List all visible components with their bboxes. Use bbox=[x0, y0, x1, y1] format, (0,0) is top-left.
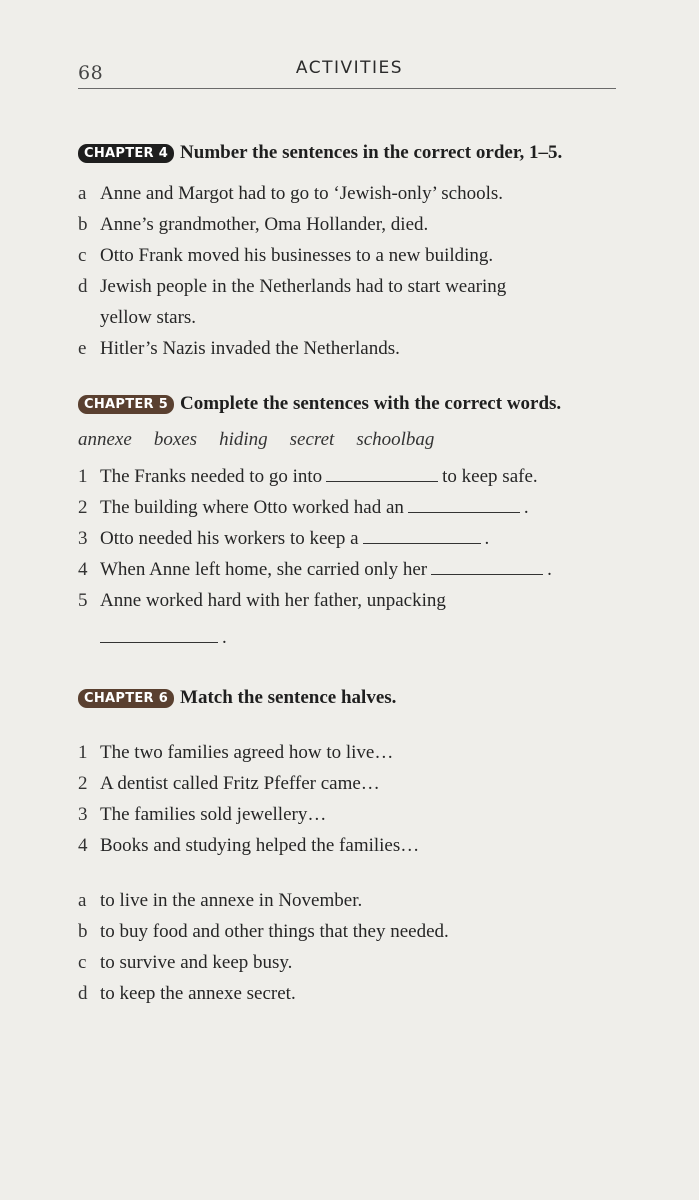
answer-blank[interactable] bbox=[431, 573, 543, 575]
item-label: c bbox=[78, 952, 87, 973]
list-item bbox=[78, 947, 638, 978]
item-label: a bbox=[78, 183, 87, 204]
item-label: 5 bbox=[78, 590, 88, 611]
item-text: Anne’s grandmother, Oma Hollander, died. bbox=[100, 214, 429, 235]
list-item bbox=[78, 799, 638, 830]
word-option: secret bbox=[289, 429, 335, 450]
item-text: to live in the annexe in November. bbox=[100, 890, 363, 911]
header-rule bbox=[78, 88, 616, 89]
item-text-end: to keep safe. bbox=[442, 466, 538, 487]
chapter-4-heading bbox=[78, 142, 638, 164]
answer-blank[interactable] bbox=[326, 480, 438, 482]
chapter-5-items bbox=[78, 461, 638, 653]
item-label: 2 bbox=[78, 497, 88, 518]
list-item bbox=[78, 271, 638, 302]
item-label: e bbox=[78, 338, 87, 359]
chapter-6-badge: CHAPTER 6 bbox=[78, 689, 174, 708]
item-label: d bbox=[78, 983, 88, 1004]
item-text: A dentist called Fritz Pfeffer came… bbox=[100, 773, 380, 794]
item-text: The Franks needed to go into bbox=[100, 466, 323, 487]
item-text: yellow stars. bbox=[100, 307, 197, 328]
item-label: 1 bbox=[78, 742, 88, 763]
item-text-end: . bbox=[484, 528, 490, 549]
list-item bbox=[78, 916, 638, 947]
item-text: to survive and keep busy. bbox=[100, 952, 293, 973]
item-label: b bbox=[78, 921, 88, 942]
item-text: Otto Frank moved his businesses to a new building. bbox=[100, 245, 494, 266]
list-item-continuation bbox=[78, 622, 638, 653]
item-text-end: . bbox=[523, 497, 529, 518]
item-text: Anne worked hard with her father, unpacking bbox=[100, 590, 446, 611]
item-label: 4 bbox=[78, 835, 88, 856]
chapter-6-heading bbox=[78, 687, 638, 709]
list-item bbox=[78, 461, 638, 492]
item-text: The families sold jewellery… bbox=[100, 804, 327, 825]
chapter-5-instruction: Complete the sentences with the correct words. bbox=[180, 393, 562, 414]
chapter-5-section bbox=[78, 393, 638, 653]
item-text-end: . bbox=[222, 627, 227, 648]
item-label bbox=[78, 302, 100, 333]
item-label: 4 bbox=[78, 559, 88, 580]
item-label: 3 bbox=[78, 804, 88, 825]
list-item bbox=[78, 333, 638, 364]
item-text: Hitler’s Nazis invaded the Netherlands. bbox=[100, 338, 400, 359]
list-item bbox=[78, 492, 638, 523]
word-option: boxes bbox=[153, 429, 198, 450]
item-text: to buy food and other things that they needed. bbox=[100, 921, 449, 942]
answer-blank[interactable] bbox=[408, 511, 520, 513]
list-item bbox=[78, 240, 638, 271]
list-item bbox=[78, 178, 638, 209]
item-label: b bbox=[78, 214, 88, 235]
chapter-6-numbered bbox=[78, 737, 638, 861]
list-item bbox=[78, 737, 638, 768]
item-label: 2 bbox=[78, 773, 88, 794]
item-text: to keep the annexe secret. bbox=[100, 983, 296, 1004]
list-item bbox=[78, 523, 638, 554]
list-item bbox=[78, 554, 638, 585]
item-text: Jewish people in the Netherlands had to start wearing bbox=[100, 276, 507, 297]
chapter-6-lettered bbox=[78, 885, 638, 1009]
chapter-5-badge: CHAPTER 5 bbox=[78, 395, 174, 414]
item-text: The building where Otto worked had an bbox=[100, 497, 404, 518]
item-text: When Anne left home, she carried only her bbox=[100, 559, 428, 580]
list-item bbox=[78, 978, 638, 1009]
item-label: c bbox=[78, 245, 87, 266]
item-text: The two families agreed how to live… bbox=[100, 742, 394, 763]
item-label: 3 bbox=[78, 528, 88, 549]
chapter-4-badge: CHAPTER 4 bbox=[78, 144, 174, 163]
item-label: 1 bbox=[78, 466, 88, 487]
chapter-6-section bbox=[78, 687, 638, 1009]
running-head: ACTIVITIES bbox=[295, 58, 404, 78]
list-item bbox=[78, 768, 638, 799]
answer-blank[interactable] bbox=[363, 542, 481, 544]
item-text: Anne and Margot had to go to ‘Jewish-only’ schools. bbox=[100, 183, 503, 204]
page-number: 68 bbox=[78, 62, 104, 84]
list-item bbox=[78, 830, 638, 861]
item-label: d bbox=[78, 276, 88, 297]
chapter-4-section bbox=[78, 142, 638, 364]
list-item bbox=[78, 585, 638, 616]
list-item bbox=[78, 885, 638, 916]
chapter-6-instruction: Match the sentence halves. bbox=[180, 687, 397, 708]
item-text-end: . bbox=[547, 559, 552, 580]
item-label: a bbox=[78, 890, 87, 911]
list-item bbox=[78, 209, 638, 240]
answer-blank[interactable] bbox=[100, 641, 218, 643]
item-text: Otto needed his workers to keep a bbox=[100, 528, 359, 549]
word-option: hiding bbox=[219, 429, 268, 450]
word-option: schoolbag bbox=[356, 429, 435, 450]
word-box bbox=[78, 429, 638, 451]
chapter-4-items bbox=[78, 178, 638, 364]
item-text: Books and studying helped the families… bbox=[100, 835, 420, 856]
word-option: annexe bbox=[78, 429, 132, 450]
chapter-4-instruction: Number the sentences in the correct order, 1–5. bbox=[180, 142, 563, 163]
chapter-5-heading bbox=[78, 393, 638, 415]
list-item-continuation bbox=[78, 302, 638, 333]
